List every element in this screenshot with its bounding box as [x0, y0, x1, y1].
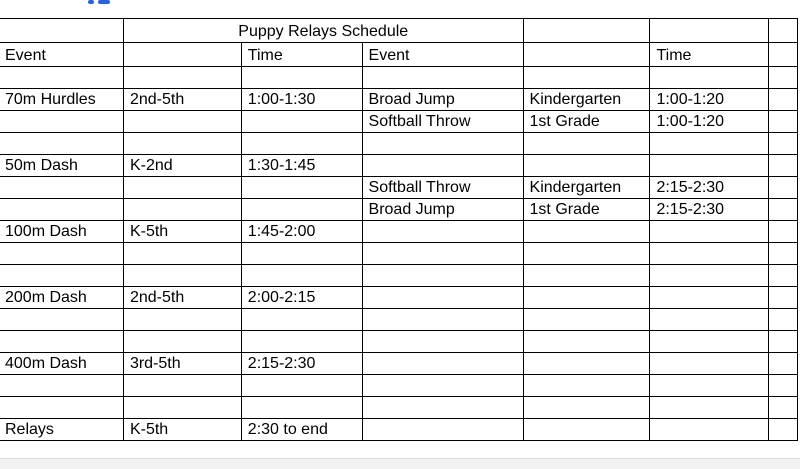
schedule-table	[0, 18, 798, 441]
cell[interactable]	[0, 309, 123, 331]
cell[interactable]	[362, 397, 523, 419]
cell[interactable]	[650, 397, 768, 419]
cell[interactable]: 1:45-2:00	[241, 221, 362, 243]
header-time-2[interactable]: Time	[650, 43, 768, 67]
table-row	[0, 309, 798, 331]
cell[interactable]: Broad Jump	[362, 89, 523, 111]
cell[interactable]	[650, 265, 768, 287]
header-blank-2[interactable]	[523, 43, 650, 67]
cell[interactable]	[0, 111, 123, 133]
cell[interactable]: 400m Dash	[0, 353, 123, 375]
cell[interactable]	[241, 331, 362, 353]
cell[interactable]	[0, 243, 123, 265]
cell[interactable]	[0, 177, 123, 199]
header-row	[0, 43, 798, 67]
cell[interactable]	[650, 133, 768, 155]
cell[interactable]: Softball Throw	[362, 177, 523, 199]
cell[interactable]: 2:15-2:30	[241, 353, 362, 375]
header-event[interactable]: Event	[0, 43, 123, 67]
cell[interactable]	[0, 199, 123, 221]
cell[interactable]: 2:15-2:30	[650, 199, 768, 221]
cell[interactable]	[523, 397, 650, 419]
cell[interactable]: 2nd-5th	[123, 287, 241, 309]
cell[interactable]	[523, 243, 650, 265]
bottom-strip	[0, 458, 800, 469]
cell[interactable]	[650, 155, 768, 177]
table-row	[0, 67, 798, 89]
cell[interactable]	[650, 331, 768, 353]
cell[interactable]	[768, 199, 797, 221]
table-row	[0, 243, 798, 265]
table-row	[0, 419, 798, 441]
cell[interactable]: 70m Hurdles	[0, 89, 123, 111]
cell[interactable]	[768, 287, 797, 309]
cell[interactable]	[768, 353, 797, 375]
cell[interactable]	[0, 375, 123, 397]
cell[interactable]: 2:15-2:30	[650, 177, 768, 199]
cell[interactable]	[123, 265, 241, 287]
table-row	[0, 133, 798, 155]
header-blank[interactable]	[123, 43, 241, 67]
header-time[interactable]: Time	[241, 43, 362, 67]
cell[interactable]	[523, 331, 650, 353]
cell[interactable]	[241, 111, 362, 133]
cell[interactable]	[362, 133, 523, 155]
cell[interactable]	[523, 67, 650, 89]
cell[interactable]	[0, 133, 123, 155]
cell[interactable]	[768, 221, 797, 243]
cell[interactable]	[650, 419, 768, 441]
cell[interactable]: 100m Dash	[0, 221, 123, 243]
cell[interactable]: K-5th	[123, 419, 241, 441]
cell[interactable]: Broad Jump	[362, 199, 523, 221]
cell[interactable]: Kindergarten	[523, 177, 650, 199]
cell[interactable]	[650, 19, 768, 43]
table-row	[0, 287, 798, 309]
cell[interactable]	[523, 375, 650, 397]
cell[interactable]	[241, 133, 362, 155]
table-row	[0, 221, 798, 243]
table-row	[0, 199, 798, 221]
cell[interactable]	[362, 67, 523, 89]
cell[interactable]	[241, 375, 362, 397]
cell[interactable]	[523, 419, 650, 441]
cell[interactable]	[241, 177, 362, 199]
table-row	[0, 397, 798, 419]
table-row	[0, 155, 798, 177]
cell[interactable]: 50m Dash	[0, 155, 123, 177]
cell[interactable]	[523, 19, 650, 43]
cell[interactable]	[650, 221, 768, 243]
cell[interactable]	[362, 353, 523, 375]
cell[interactable]: K-2nd	[123, 155, 241, 177]
cell[interactable]	[241, 309, 362, 331]
cell[interactable]	[123, 177, 241, 199]
cell[interactable]: 1:00-1:20	[650, 89, 768, 111]
cell[interactable]: 2nd-5th	[123, 89, 241, 111]
cell[interactable]	[523, 265, 650, 287]
cell[interactable]	[523, 155, 650, 177]
cell[interactable]	[768, 111, 797, 133]
cell[interactable]: 3rd-5th	[123, 353, 241, 375]
cell[interactable]	[362, 419, 523, 441]
cell[interactable]	[768, 265, 797, 287]
cell[interactable]	[650, 287, 768, 309]
cell[interactable]	[241, 397, 362, 419]
cell[interactable]	[0, 19, 123, 43]
cell[interactable]	[123, 243, 241, 265]
header-event-2[interactable]: Event	[362, 43, 523, 67]
cell[interactable]	[768, 397, 797, 419]
cell[interactable]: Softball Throw	[362, 111, 523, 133]
cell[interactable]	[768, 155, 797, 177]
cell[interactable]: 200m Dash	[0, 287, 123, 309]
cell[interactable]	[768, 331, 797, 353]
table-row	[0, 89, 798, 111]
cell[interactable]	[650, 67, 768, 89]
cell[interactable]: 2:00-2:15	[241, 287, 362, 309]
cell[interactable]	[768, 177, 797, 199]
cell[interactable]	[523, 133, 650, 155]
cell[interactable]	[362, 221, 523, 243]
title-row	[0, 19, 798, 43]
cell[interactable]: 1st Grade	[523, 111, 650, 133]
table-row	[0, 375, 798, 397]
cell[interactable]	[241, 265, 362, 287]
cell[interactable]	[768, 19, 797, 43]
cell[interactable]	[362, 287, 523, 309]
table-row	[0, 111, 798, 133]
cell[interactable]	[362, 375, 523, 397]
cell[interactable]	[768, 419, 797, 441]
table-row	[0, 353, 798, 375]
cell[interactable]	[0, 67, 123, 89]
table-row	[0, 177, 798, 199]
cell[interactable]	[123, 111, 241, 133]
cell[interactable]	[362, 309, 523, 331]
cell[interactable]	[523, 287, 650, 309]
cell[interactable]	[362, 331, 523, 353]
cell[interactable]: K-5th	[123, 221, 241, 243]
cell[interactable]	[768, 309, 797, 331]
cell[interactable]	[241, 243, 362, 265]
cell[interactable]	[123, 375, 241, 397]
cell[interactable]	[362, 155, 523, 177]
cell[interactable]	[0, 265, 123, 287]
cell[interactable]	[768, 375, 797, 397]
cell[interactable]	[768, 43, 797, 67]
cell[interactable]	[768, 243, 797, 265]
cell[interactable]	[650, 309, 768, 331]
cell[interactable]: 2:30 to end	[241, 419, 362, 441]
cell[interactable]	[362, 265, 523, 287]
cell[interactable]: 1st Grade	[523, 199, 650, 221]
cell[interactable]	[123, 199, 241, 221]
cell[interactable]: 1:00-1:20	[650, 111, 768, 133]
cell[interactable]	[123, 331, 241, 353]
cell[interactable]	[123, 133, 241, 155]
cell[interactable]	[768, 89, 797, 111]
cell[interactable]: 1:00-1:30	[241, 89, 362, 111]
cell[interactable]	[768, 67, 797, 89]
cell[interactable]: Relays	[0, 419, 123, 441]
cell[interactable]	[768, 133, 797, 155]
cell[interactable]	[123, 397, 241, 419]
cell[interactable]	[362, 243, 523, 265]
table-row	[0, 265, 798, 287]
cell[interactable]	[650, 375, 768, 397]
cell[interactable]	[523, 221, 650, 243]
cell[interactable]: 1:30-1:45	[241, 155, 362, 177]
cell[interactable]	[241, 199, 362, 221]
cell[interactable]	[523, 309, 650, 331]
cell[interactable]	[0, 397, 123, 419]
cell[interactable]	[241, 67, 362, 89]
cell[interactable]	[123, 67, 241, 89]
cell[interactable]	[0, 331, 123, 353]
schedule-title[interactable]: Puppy Relays Schedule	[123, 19, 523, 43]
cell[interactable]: Kindergarten	[523, 89, 650, 111]
table-row	[0, 331, 798, 353]
cell[interactable]	[650, 243, 768, 265]
cell[interactable]	[650, 353, 768, 375]
cell[interactable]	[523, 353, 650, 375]
cell[interactable]	[123, 309, 241, 331]
